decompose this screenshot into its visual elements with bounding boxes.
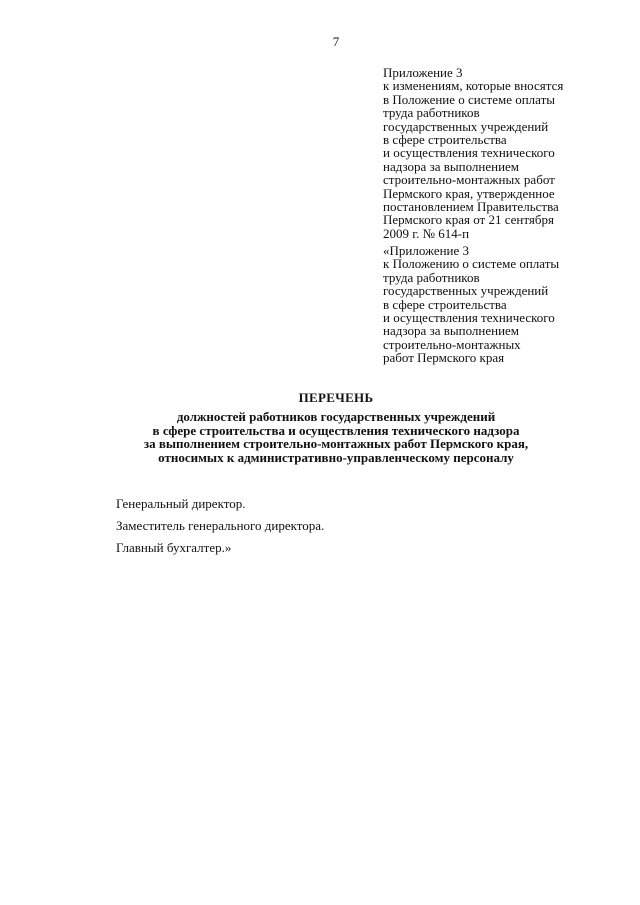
appendix-quote-line: и осуществления технического [383, 310, 555, 326]
position-item: Главный бухгалтер.» [116, 540, 232, 555]
appendix-quote-header [383, 244, 623, 365]
appendix-header-line: строительно-монтажных работ [383, 172, 555, 188]
appendix-quote-line: государственных учреждений [383, 283, 549, 299]
subtitle-line: должностей работников государственных учреждений [176, 409, 496, 424]
positions-list [116, 493, 324, 559]
appendix-header-line: Приложение 3 [383, 65, 463, 80]
appendix-quote-line: «Приложение 3 [383, 243, 470, 258]
subtitle-line: за выполнением строительно-монтажных работ Пермского края, [143, 436, 529, 452]
appendix-header-line: постановлением Правительства [383, 199, 559, 215]
appendix-quote-line: надзора за выполнением [383, 323, 520, 339]
appendix-header-line: Пермского края, утвержденное [383, 185, 555, 201]
appendix-header-line: государственных учреждений [383, 118, 549, 134]
appendix-header-line: в сфере строительства [383, 132, 507, 148]
appendix-quote-line: к Положению о системе оплаты [383, 256, 560, 272]
position-item: Заместитель генерального директора. [116, 518, 325, 533]
appendix-header [383, 66, 623, 240]
appendix-quote-line: строительно-монтажных [383, 336, 521, 352]
document-subtitle [0, 410, 640, 464]
appendix-header-line: труда работников [383, 105, 480, 121]
subtitle-line: в сфере строительства и осуществления технического надзора [152, 422, 520, 438]
appendix-header-line: Пермского края от 21 сентября [383, 212, 554, 228]
appendix-header-line: надзора за выполнением [383, 158, 520, 174]
appendix-header-line: к изменениям, которые вносятся [383, 78, 564, 94]
appendix-header-line: в Положение о системе оплаты [383, 91, 556, 107]
appendix-quote-line: труда работников [383, 269, 480, 285]
appendix-quote-line: в сфере строительства [383, 296, 507, 312]
document-title: ПЕРЕЧЕНЬ [298, 390, 374, 405]
position-item: Генеральный директор. [116, 496, 246, 511]
appendix-quote-line: работ Пермского края [383, 350, 505, 366]
appendix-header-line: 2009 г. № 614-п [383, 225, 470, 241]
subtitle-line: относимых к административно-управленческому персоналу [158, 449, 514, 465]
appendix-header-line: и осуществления технического [383, 145, 555, 161]
page-number: 7 [332, 34, 340, 49]
